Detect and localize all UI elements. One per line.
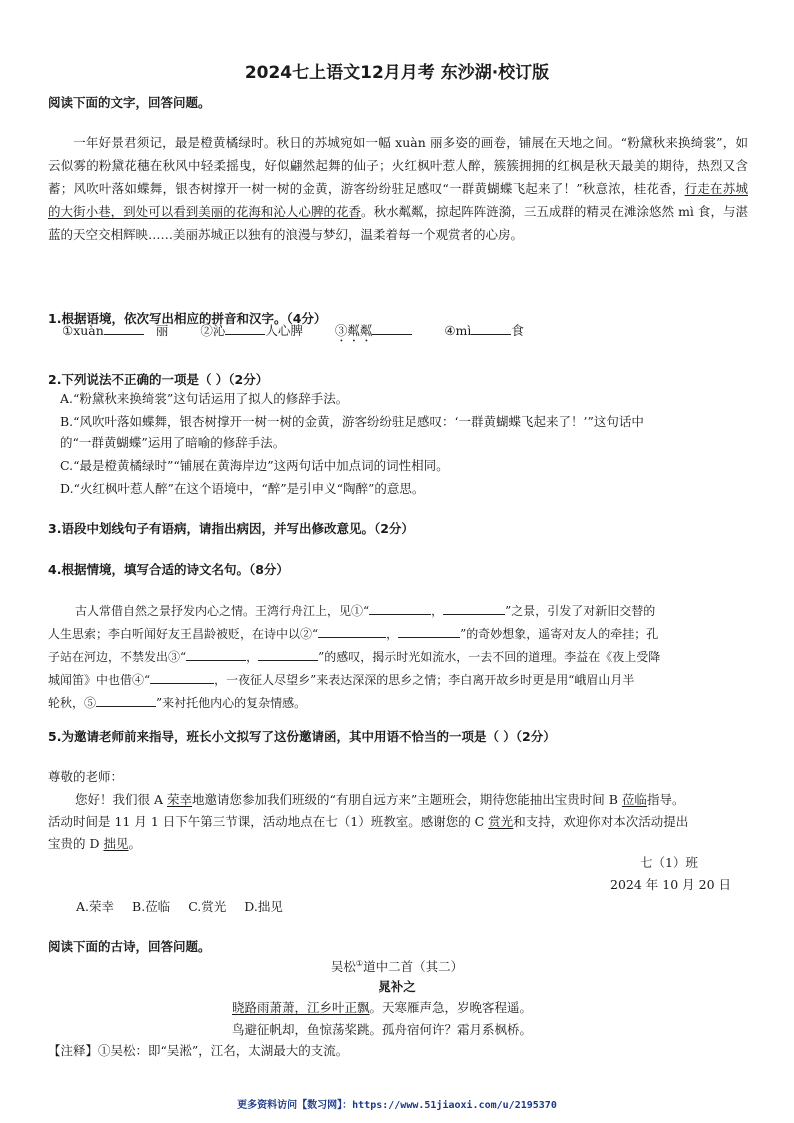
poem-underlined: 晓路雨萧萧，江乡叶正飘 <box>232 1000 370 1015</box>
q5-option-d[interactable]: D.拙见 <box>244 899 283 914</box>
q5-option-c[interactable]: C.赏光 <box>188 899 227 914</box>
q4-line3 <box>48 647 660 665</box>
term-a: 荣幸 <box>166 792 192 807</box>
q4-line1-text: 古人常借自然之景抒发内心之情。王湾行舟江上，见①“ <box>75 604 370 618</box>
passage-text-end: 。秋水粼粼，掠起阵阵涟漪，三五成群的精灵在滩涂悠然 mì 食，与湛蓝的天空交相辉映……美丽苏城正以独有的浪漫与梦幻，温柔着每一个观赏者的心房。 <box>48 204 748 242</box>
letter-text: 宝贵的 D <box>48 836 104 851</box>
q4-line2-text: 人生思索；李白听闻好友王昌龄被贬，在诗中以②“ <box>48 627 319 641</box>
term-c: 赏光 <box>488 814 514 829</box>
q4-blank-5[interactable] <box>96 693 156 707</box>
passage-underlined-sentence: 行走在苏城的大街小巷，到处可以看到美丽的花海和沁人心脾的花香 <box>48 181 748 219</box>
q4-line5-text: 轮秋，⑤ <box>48 696 97 710</box>
letter-text: 。 <box>128 836 142 851</box>
q1-items <box>62 321 524 345</box>
q1-item1-suffix: 丽 <box>155 323 169 338</box>
q4-blank-3a[interactable] <box>186 647 246 661</box>
poem-title-text: 道中二首（其二） <box>363 959 464 974</box>
q4-blank-1a[interactable] <box>369 601 431 615</box>
reading2-heading: 阅读下面的古诗，回答问题。 <box>48 939 211 954</box>
q4-blank-2a[interactable] <box>318 624 386 638</box>
q1-item4-blank[interactable] <box>471 321 511 335</box>
q4-line3-comma: ， <box>246 650 259 664</box>
q2-option-a[interactable]: A.“粉黛秋来换绮裳”这句话运用了拟人的修辞手法。 <box>60 391 349 406</box>
q4-line3-end: ”的感叹，揭示时光如流水，一去不回的道理。李益在《夜上受降 <box>318 650 661 664</box>
q4-line2-end: ”的奇妙想象，遥寄对友人的牵挂；孔 <box>460 627 659 641</box>
q3-heading: 3.语段中划线句子有语病，请指出病因，并写出修改意见。（2分） <box>48 521 414 536</box>
poem-line1 <box>232 998 532 1016</box>
q1-item1-prefix: ①xuàn <box>62 323 104 338</box>
q4-blank-3b[interactable] <box>258 647 318 661</box>
q1-item3-blank[interactable] <box>372 321 412 335</box>
q5-options <box>76 897 283 915</box>
q1-item4-suffix: 食 <box>511 323 524 338</box>
term-d: 拙见 <box>103 836 129 851</box>
q4-line1 <box>75 601 655 619</box>
term-b: 莅临 <box>621 792 647 807</box>
letter-body-line2 <box>48 812 688 830</box>
q4-line2-comma: ， <box>386 627 399 641</box>
q4-line5-end: ”来衬托他内心的复杂情感。 <box>156 696 307 710</box>
q4-line4-text: 城闻笛》中也借④“ <box>48 673 151 687</box>
q5-heading: 5.为邀请老师前来指导，班长小文拟写了这份邀请函，其中用语不恰当的一项是（ ）（2分） <box>48 729 556 744</box>
letter-text: 和支持，欢迎你对本次活动提出 <box>513 814 689 829</box>
q2-heading: 2.下列说法不正确的一项是（ ）（2分） <box>48 372 269 387</box>
letter-date: 2024 年 10 月 20 日 <box>610 877 731 892</box>
q1-item3-prefix: ③粼粼 <box>334 323 373 338</box>
q1-item2-suffix: 人心脾 <box>265 323 303 338</box>
q4-line5 <box>48 693 306 711</box>
q2-option-b-line1[interactable]: B.“风吹叶落如蝶舞，银杏树撑开一树一树的金黄，游客纷纷驻足感叹：‘一群黄蝴蝶飞起来了！’”这句话中 <box>60 414 644 429</box>
q1-item1-blank[interactable] <box>104 321 144 335</box>
q1-heading: 1.根据语境，依次写出相应的拼音和汉字。（4分） <box>48 311 327 326</box>
reading1-heading: 阅读下面的文字，回答问题。 <box>48 95 211 110</box>
poem-title-text: 吴松 <box>330 959 356 974</box>
poem-line2: 鸟避征帆却，鱼惊荡桨跳。孤舟宿何许？霜月系枫桥。 <box>232 1022 533 1037</box>
poem-title <box>0 957 794 975</box>
letter-signature: 七（1）班 <box>640 855 698 870</box>
q1-item4-prefix: ④mì <box>444 323 472 338</box>
q4-blank-1b[interactable] <box>443 601 505 615</box>
q5-option-b[interactable]: B.莅临 <box>132 899 171 914</box>
q4-line4-end: ，一夜征人尽望乡”来表达深深的思乡之情；李白离开故乡时更是用“峨眉山月半 <box>214 673 635 687</box>
q2-option-c[interactable]: C.“最是橙黄橘绿时”“铺展在黄海岸边”这两句话中加点词的词性相同。 <box>60 458 449 473</box>
passage <box>48 131 748 246</box>
letter-body-line3 <box>48 834 141 852</box>
q5-option-a[interactable]: A.荣幸 <box>76 899 115 914</box>
letter-text: 指导。 <box>646 792 685 807</box>
q4-line3-text: 子站在河边，不禁发出③“ <box>48 650 187 664</box>
page-title: 2024七上语文12月月考 东沙湖·校订版 <box>244 63 550 83</box>
footer-link[interactable]: 更多资料访问【数习网】：https://www.51jiaoxi.com/u/2195370 <box>237 1100 557 1111</box>
q4-line1-comma: ， <box>431 604 444 618</box>
letter-text: 活动时间是 11 月 1 日下午第三节课，活动地点在七（1）班教室。感谢您的 C <box>48 814 489 829</box>
letter-body-line1 <box>75 790 684 808</box>
poem-text: 。天寒雁声急，岁晚客程遥。 <box>369 1000 533 1015</box>
letter-text: 地邀请您参加我们班级的“有朋自远方来”主题班会，期待您能抽出宝贵时间 B <box>192 792 622 807</box>
letter-text: 您好！我们很 A <box>75 792 167 807</box>
q4-heading: 4.根据情境，填写合适的诗文名句。（8分） <box>48 562 289 577</box>
poem-footnote-mark: ① <box>355 958 364 968</box>
q1-item2-prefix: ②沁 <box>200 323 226 338</box>
q1-item2-blank[interactable] <box>225 321 265 335</box>
passage-text: 一年好景君须记，最是橙黄橘绿时。秋日的苏城宛如一幅 xuàn 丽多姿的画卷，铺展在天地之间。“粉黛秋来换绮裳”，如云似雾的粉黛花穗在秋风中轻柔摇曳，好似翩然起舞的仙子；火红枫叶惹人醉，簇簇拥拥的红枫是秋天最美的期待，热烈又含蓄；风吹叶落如蝶舞，银杏树撑开一树一树的金黄，游客纷纷驻足感叹“一群黄蝴蝶飞起来了！”秋意浓，桂花香， <box>48 135 748 196</box>
q4-line2 <box>48 624 658 642</box>
q4-line1-end: ”之景，引发了对新旧交替的 <box>505 604 656 618</box>
q4-blank-2b[interactable] <box>398 624 460 638</box>
q2-option-d[interactable]: D.“火红枫叶惹人醉”在这个语境中，“醉”是引申义“陶醉”的意思。 <box>60 481 425 496</box>
q4-blank-4[interactable] <box>150 670 214 684</box>
poem-author: 晁补之 <box>378 979 416 994</box>
letter-salutation: 尊敬的老师： <box>48 769 124 784</box>
q4-line4 <box>48 670 634 688</box>
q2-option-b-line2: 的“一群黄蝴蝶”运用了暗喻的修辞手法。 <box>60 435 286 450</box>
poem-note: 【注释】①吴松：即“吴淞”，江名，太湖最大的支流。 <box>48 1043 349 1058</box>
